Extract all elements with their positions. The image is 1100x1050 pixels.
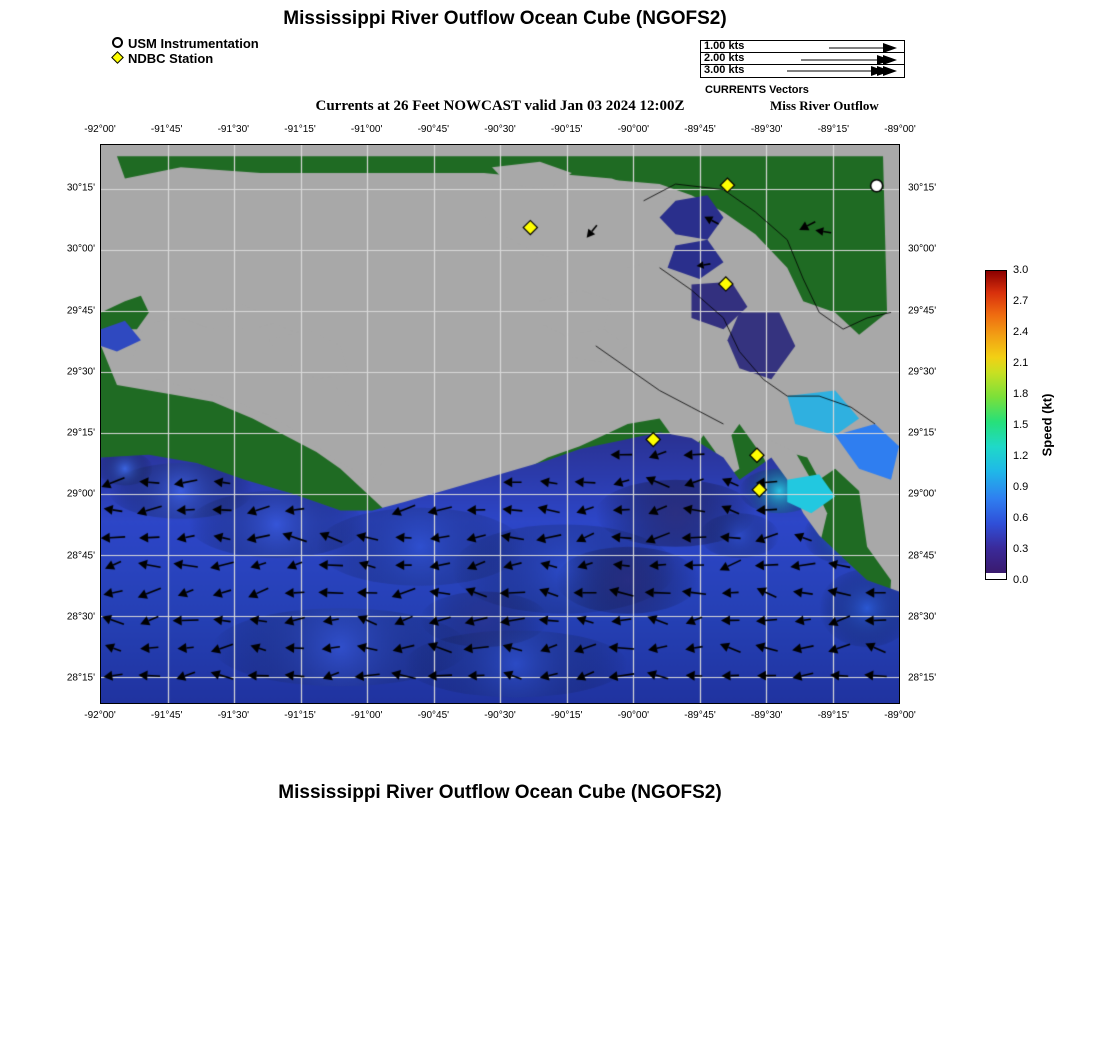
colorbar-tick-label: 2.4 bbox=[1013, 326, 1029, 338]
x-tick-label: -90°30' bbox=[484, 710, 516, 721]
vector-arrow-3-icon bbox=[701, 65, 906, 77]
x-tick-label: -89°45' bbox=[684, 124, 716, 135]
vector-key-row-3 bbox=[701, 65, 904, 77]
map-subtitle: Currents at 26 Feet NOWCAST valid Jan 03 2024 12:00Z bbox=[315, 98, 685, 114]
x-tick-label: -91°45' bbox=[150, 710, 183, 721]
x-tick-label: -92°00' bbox=[84, 710, 116, 721]
page-title: Mississippi River Outflow Ocean Cube (NGOFS2) bbox=[283, 8, 727, 29]
vector-scale-key bbox=[700, 40, 905, 78]
colorbar-tick-label: 1.8 bbox=[1013, 388, 1029, 400]
y-tick-label: 30°15' bbox=[66, 182, 95, 194]
x-tick-label: -90°15' bbox=[550, 710, 583, 721]
y-tick-label: 30°15' bbox=[908, 182, 937, 194]
x-tick-label: -91°30' bbox=[217, 124, 250, 135]
x-tick-label: -91°00' bbox=[350, 710, 383, 721]
y-tick-label: 29°45' bbox=[66, 305, 95, 316]
outflow-label: Miss River Outflow bbox=[770, 98, 879, 113]
x-tick-label: -91°15' bbox=[284, 124, 316, 135]
x-tick-label: -90°30' bbox=[484, 124, 516, 135]
colorbar bbox=[985, 264, 1055, 586]
x-tick-label: -90°45' bbox=[417, 124, 450, 135]
x-tick-label: -90°15' bbox=[550, 124, 583, 135]
y-tick-label: 28°45' bbox=[908, 550, 937, 561]
vector-key-caption: CURRENTS Vectors bbox=[705, 84, 809, 96]
map-canvas[interactable] bbox=[101, 145, 899, 703]
y-tick-label: 28°30' bbox=[908, 611, 937, 623]
y-tick-label: 30°00' bbox=[908, 243, 937, 255]
y-tick-label: 28°30' bbox=[66, 611, 95, 623]
x-tick-label: -89°30' bbox=[750, 710, 783, 721]
legend-label-usm: USM Instrumentation bbox=[128, 36, 259, 51]
legend-item-usm bbox=[110, 36, 259, 51]
bottom-title: Mississippi River Outflow Ocean Cube (NGOFS2) bbox=[278, 782, 722, 803]
colorbar-tick-label: 1.5 bbox=[1013, 419, 1029, 431]
colorbar-tick-label: 2.7 bbox=[1013, 295, 1029, 307]
vector-key-label-1: 1.00 kts bbox=[704, 40, 745, 52]
colorbar-tick-label: 3.0 bbox=[1013, 264, 1029, 276]
legend-item-ndbc bbox=[110, 51, 259, 66]
x-tick-label: -90°45' bbox=[417, 710, 450, 721]
vector-key-label-2: 2.00 kts bbox=[704, 52, 745, 64]
colorbar-title: Speed (kt) bbox=[1039, 393, 1055, 457]
y-tick-label: 29°45' bbox=[908, 305, 937, 316]
map-plot-area[interactable] bbox=[100, 144, 900, 704]
y-tick-label: 29°00' bbox=[908, 488, 937, 500]
colorbar-tick-label: 0.6 bbox=[1013, 512, 1029, 524]
x-tick-label: -89°45' bbox=[684, 710, 716, 721]
x-tick-label: -90°00' bbox=[617, 124, 650, 135]
x-tick-label: -91°15' bbox=[284, 710, 316, 721]
x-tick-label: -92°00' bbox=[84, 124, 116, 135]
map-legend bbox=[110, 36, 259, 66]
legend-label-ndbc: NDBC Station bbox=[128, 51, 214, 66]
x-tick-label: -89°00' bbox=[884, 124, 916, 135]
y-tick-label: 29°15' bbox=[66, 427, 95, 439]
y-tick-label: 28°15' bbox=[66, 672, 95, 684]
circle-marker-icon bbox=[110, 36, 128, 51]
y-tick-label: 29°15' bbox=[908, 427, 937, 439]
diamond-marker-icon bbox=[110, 51, 128, 66]
colorbar-tick-label: 0.3 bbox=[1013, 543, 1029, 555]
x-tick-label: -89°30' bbox=[750, 124, 783, 135]
x-tick-label: -91°00' bbox=[350, 124, 383, 135]
x-tick-label: -89°15' bbox=[817, 710, 850, 721]
y-tick-label: 29°00' bbox=[66, 488, 95, 500]
y-tick-label: 28°45' bbox=[66, 550, 95, 561]
colorbar-tick-label: 0.9 bbox=[1013, 481, 1029, 493]
x-tick-label: -91°30' bbox=[217, 710, 250, 721]
y-tick-label: 29°30' bbox=[908, 366, 937, 378]
colorbar-tick-label: 0.0 bbox=[1013, 574, 1029, 586]
colorbar-gradient bbox=[985, 270, 1007, 580]
colorbar-tick-label: 1.2 bbox=[1013, 450, 1029, 462]
x-tick-label: -90°00' bbox=[617, 710, 650, 721]
x-tick-label: -89°15' bbox=[817, 124, 850, 135]
y-tick-label: 28°15' bbox=[908, 672, 937, 684]
x-tick-label: -91°45' bbox=[150, 124, 183, 135]
y-tick-label: 29°30' bbox=[66, 366, 95, 378]
y-tick-label: 30°00' bbox=[66, 243, 95, 255]
colorbar-tick-label: 2.1 bbox=[1013, 357, 1029, 369]
x-tick-label: -89°00' bbox=[884, 710, 916, 721]
vector-key-label-3: 3.00 kts bbox=[704, 64, 745, 76]
